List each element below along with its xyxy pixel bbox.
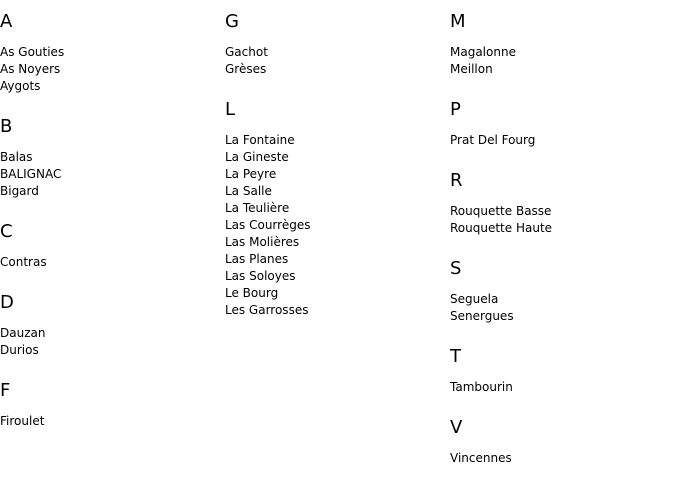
place-link-durios[interactable]: Durios [0, 343, 39, 357]
place-link-aygots[interactable]: Aygots [0, 79, 41, 93]
index-column-2 [225, 10, 445, 339]
list-item [225, 268, 445, 285]
place-list [450, 379, 670, 396]
list-item [450, 44, 670, 61]
place-list [450, 44, 670, 78]
list-item [225, 166, 445, 183]
list-item [450, 308, 670, 325]
place-list [450, 291, 670, 325]
place-link-as-noyers[interactable]: As Noyers [0, 62, 61, 76]
list-item [225, 132, 445, 149]
letter-heading-r: R [450, 170, 463, 191]
place-list [0, 413, 220, 430]
index-column-3 [450, 10, 670, 487]
place-link-balas[interactable]: Balas [0, 150, 33, 164]
list-item [225, 217, 445, 234]
place-link-la-gineste[interactable]: La Gineste [225, 150, 289, 164]
list-item [0, 183, 220, 200]
list-item [0, 342, 220, 359]
index-column-1 [0, 10, 220, 450]
letter-heading-b: B [0, 116, 13, 137]
letter-group-v [450, 416, 670, 467]
letter-group-p [450, 98, 670, 149]
place-list [0, 149, 220, 200]
letter-group-d [0, 291, 220, 359]
place-link-tambourin[interactable]: Tambourin [450, 380, 513, 394]
place-link-les-garrosses[interactable]: Les Garrosses [225, 303, 309, 317]
list-item [225, 251, 445, 268]
letter-group-l [225, 98, 445, 319]
place-link-la-salle[interactable]: La Salle [225, 184, 272, 198]
place-list [225, 44, 445, 78]
letter-group-t [450, 345, 670, 396]
list-item [225, 44, 445, 61]
letter-group-b [0, 115, 220, 200]
list-item [225, 183, 445, 200]
place-link-vincennes[interactable]: Vincennes [450, 451, 512, 465]
list-item [225, 234, 445, 251]
place-link-rouquette-basse[interactable]: Rouquette Basse [450, 204, 552, 218]
place-list [0, 254, 220, 271]
letter-group-a [0, 10, 220, 95]
letter-group-c [0, 220, 220, 271]
letter-heading-p: P [450, 99, 461, 120]
letter-group-f [0, 379, 220, 430]
list-item [450, 450, 670, 467]
letter-heading-d: D [0, 292, 14, 313]
place-link-greses[interactable]: Grèses [225, 62, 267, 76]
place-link-firoulet[interactable]: Firoulet [0, 414, 45, 428]
letter-heading-l: L [225, 99, 236, 120]
list-item [0, 166, 220, 183]
list-item [0, 78, 220, 95]
place-link-le-bourg[interactable]: Le Bourg [225, 286, 279, 300]
letter-heading-t: T [450, 346, 461, 367]
place-list [450, 132, 670, 149]
place-link-la-peyre[interactable]: La Peyre [225, 167, 277, 181]
place-link-la-teuliere[interactable]: La Teulière [225, 201, 290, 215]
letter-heading-f: F [0, 380, 11, 401]
place-list [450, 203, 670, 237]
list-item [450, 132, 670, 149]
list-item [0, 325, 220, 342]
list-item [225, 302, 445, 319]
place-link-as-gouties[interactable]: As Gouties [0, 45, 65, 59]
place-link-senergues[interactable]: Senergues [450, 309, 514, 323]
place-list [0, 44, 220, 95]
place-link-las-planes[interactable]: Las Planes [225, 252, 289, 266]
place-list [225, 132, 445, 319]
letter-heading-g: G [225, 11, 239, 32]
place-link-seguela[interactable]: Seguela [450, 292, 499, 306]
letter-heading-m: M [450, 11, 466, 32]
list-item [450, 220, 670, 237]
list-item [450, 61, 670, 78]
list-item [0, 61, 220, 78]
letter-heading-a: A [0, 11, 13, 32]
letter-group-m [450, 10, 670, 78]
list-item [450, 203, 670, 220]
letter-heading-s: S [450, 258, 462, 279]
place-link-gachot[interactable]: Gachot [225, 45, 268, 59]
list-item [225, 285, 445, 302]
place-link-magalonne[interactable]: Magalonne [450, 45, 516, 59]
list-item [225, 61, 445, 78]
place-link-bigard[interactable]: Bigard [0, 184, 39, 198]
list-item [0, 413, 220, 430]
letter-group-r [450, 169, 670, 237]
place-link-prat-del-fourg[interactable]: Prat Del Fourg [450, 133, 536, 147]
place-link-las-soloyes[interactable]: Las Soloyes [225, 269, 296, 283]
list-item [225, 200, 445, 217]
place-link-dauzan[interactable]: Dauzan [0, 326, 46, 340]
place-link-rouquette-haute[interactable]: Rouquette Haute [450, 221, 553, 235]
place-link-balignac[interactable]: BALIGNAC [0, 167, 62, 181]
list-item [0, 149, 220, 166]
letter-group-g [225, 10, 445, 78]
list-item [0, 254, 220, 271]
place-link-las-courreges[interactable]: Las Courrèges [225, 218, 311, 232]
list-item [450, 291, 670, 308]
letter-heading-c: C [0, 221, 13, 242]
place-link-meillon[interactable]: Meillon [450, 62, 493, 76]
place-list [0, 325, 220, 359]
place-link-la-fontaine[interactable]: La Fontaine [225, 133, 295, 147]
place-link-las-molieres[interactable]: Las Molières [225, 235, 300, 249]
place-link-contras[interactable]: Contras [0, 255, 47, 269]
letter-heading-v: V [450, 417, 463, 438]
place-list [450, 450, 670, 467]
letter-group-s [450, 257, 670, 325]
list-item [450, 379, 670, 396]
list-item [225, 149, 445, 166]
list-item [0, 44, 220, 61]
